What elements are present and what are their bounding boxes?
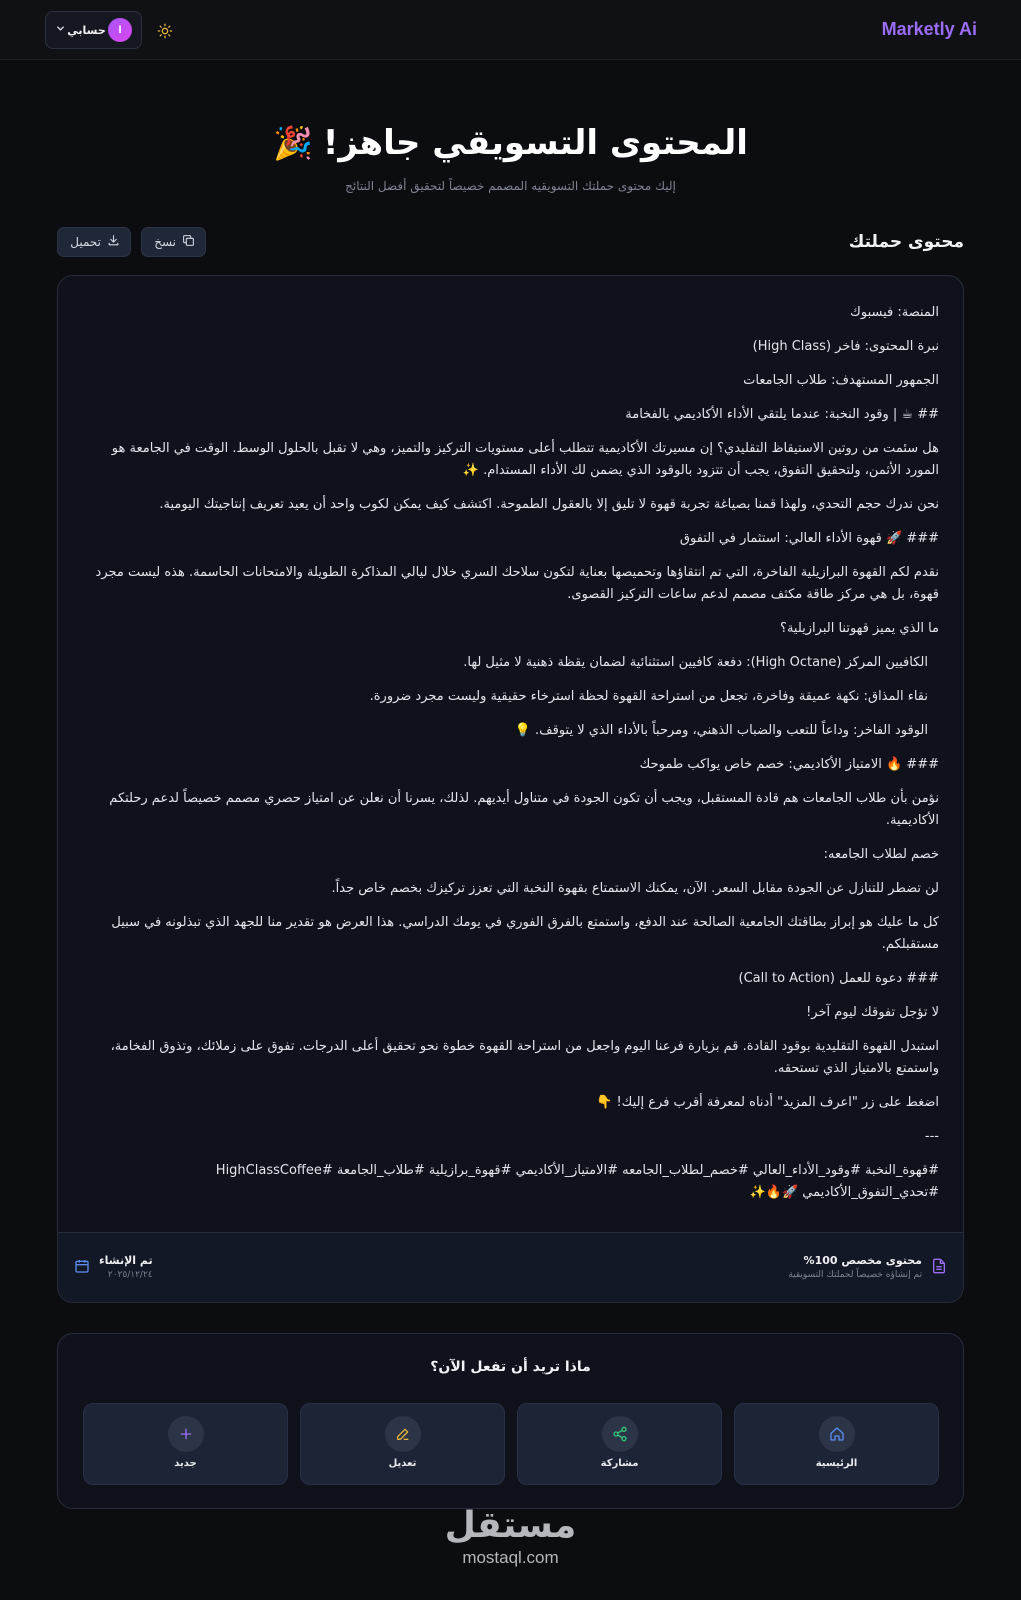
- share-icon: [602, 1416, 638, 1452]
- home-button[interactable]: [734, 1403, 939, 1485]
- content-paragraph: لن تضطر للتنازل عن الجودة مقابل السعر. الآن، يمكنك الاستمتاع بقهوة النخبة التي تعزز تركيزك بخصم خاص جداً.: [331, 881, 939, 896]
- content-line: نبرة المحتوى: فاخر (High Class): [752, 339, 939, 354]
- created-date: ٢٠٢٥/١٢/٢٤: [107, 1270, 153, 1280]
- home-icon: [819, 1416, 855, 1452]
- campaign-content-card: [57, 275, 964, 1303]
- content-divider: ---: [924, 1129, 939, 1144]
- content-paragraph: نقدم لكم القهوة البرازيلية الفاخرة، التي تم انتقاؤها وتحميصها بعناية لتكون سلاحك السري خلال ليالي المذاكرة الطويلة والامتحانات الحاسمة. هذه ليست مجرد قهوة، بل هي مركز طاقة مكثف مصمم لدعم ساعات التركيز القصوى.: [95, 565, 939, 602]
- download-button[interactable]: [57, 227, 131, 257]
- content-paragraph: استبدل القهوة التقليدية بوقود القادة. قم بزيارة فرعنا اليوم واجعل من استراحة القهوة خطوة نحو تحقيق أعلى الدرجات. تفوق على زملائك، وتذوق الفخامة، واستمتع بالامتياز الذي تستحقه.: [110, 1039, 939, 1076]
- content-heading: ### 🚀 قهوة الأداء العالي: استثمار في التفوق: [679, 531, 939, 546]
- new-button[interactable]: [83, 1403, 288, 1485]
- created-date-info: [74, 1253, 153, 1282]
- content-paragraph: هل سئمت من روتين الاستيقاظ التقليدي؟ إن مسيرتك الأكاديمية تتطلب أعلى مستويات التركيز والتميز، وهي لا تقبل بالحلول الوسط. الوقت في الجامعة هو المورد الأثمن، ولتحقيق التفوق، يجب أن تتزود بالوقود الذي يضمن لك الأداء المستدام. ✨: [111, 441, 939, 478]
- content-line: اضغط على زر "اعرف المزيد" أدناه لمعرفة أقرب فرع إليك! 👇: [596, 1095, 939, 1110]
- created-title: تم الإنشاء: [99, 1254, 153, 1267]
- copy-icon: [182, 234, 195, 250]
- content-paragraph: كل ما عليك هو إبراز بطاقتك الجامعية الصالحة عند الدفع، واستمتع بالفرق الفوري في يومك الدراسي. هذا العرض هو تقدير منا للجهد الذي تبذلونه في سبيل مستقبلكم.: [111, 915, 939, 952]
- new-label: جديد: [174, 1458, 197, 1469]
- content-line: لا تؤجل تفوقك ليوم آخر!: [806, 1005, 939, 1020]
- account-label: حسابي: [67, 23, 106, 37]
- custom-content-info: [788, 1253, 947, 1282]
- content-list-item: نقاء المذاق: نكهة عميقة وفاخرة، تجعل من استراحة القهوة لحظة استرخاء حقيقية وليست مجرد ضرورة.: [369, 689, 928, 704]
- page-title: [0, 123, 1021, 163]
- content-paragraph: نحن ندرك حجم التحدي، ولهذا قمنا بصياغة تجربة قهوة لا تليق إلا بالعقول الطموحة. اكتشف كيف يمكن لكوب واحد أن يعيد تعريف إنتاجيتك اليومية.: [159, 497, 939, 512]
- next-actions-title: ماذا تريد أن تفعل الآن؟: [430, 1359, 591, 1375]
- watermark-url: mostaql.com: [462, 1548, 559, 1567]
- watermark-logo: مستقل: [444, 1505, 577, 1546]
- calendar-icon: [74, 1258, 90, 1278]
- top-navbar: [0, 0, 1021, 60]
- share-label: مشاركة: [600, 1458, 639, 1469]
- campaign-content-body: [86, 302, 939, 1216]
- content-list-item: الكافيين المركز (High Octane): دفعة كافيين استثنائية لضمان يقظة ذهنية لا مثيل لها.: [463, 655, 928, 670]
- sun-icon[interactable]: [154, 20, 176, 42]
- campaign-content-title: محتوى حملتك: [848, 232, 964, 252]
- content-heading: ### 🔥 الامتياز الأكاديمي: خصم خاص يواكب طموحك: [639, 757, 939, 772]
- content-heading: ### دعوة للعمل (Call to Action): [738, 971, 939, 986]
- content-card-footer: [58, 1232, 963, 1302]
- edit-button[interactable]: [300, 1403, 505, 1485]
- content-line: ما الذي يميز قهوتنا البرازيلية؟: [780, 621, 939, 636]
- custom-content-title: محتوى مخصص 100%: [803, 1254, 922, 1267]
- pencil-icon: [385, 1416, 421, 1452]
- account-menu-button[interactable]: [45, 11, 142, 49]
- document-icon: [931, 1257, 947, 1279]
- edit-label: تعديل: [388, 1458, 417, 1469]
- download-label: تحميل: [70, 235, 101, 249]
- content-line: خصم لطلاب الجامعه:: [823, 847, 939, 862]
- user-avatar: I: [108, 18, 132, 42]
- share-button[interactable]: [517, 1403, 722, 1485]
- next-actions-card: [57, 1333, 964, 1509]
- download-icon: [107, 234, 120, 250]
- copy-button[interactable]: [141, 227, 206, 257]
- custom-content-subtitle: تم إنشاؤه خصيصاً لحملتك التسويقية: [788, 1270, 922, 1280]
- chevron-down-icon: [56, 24, 65, 36]
- home-label: الرئيسية: [815, 1458, 858, 1469]
- content-paragraph: نؤمن بأن طلاب الجامعات هم قادة المستقبل، ويجب أن تكون الجودة في متناول أيديهم. لذلك، يسرنا أن نعلن عن امتياز حصري مصمم خصيصاً لدعم رحلتكم الأكاديمية.: [109, 791, 939, 828]
- plus-icon: [168, 1416, 204, 1452]
- party-popper-icon: 🎉: [273, 124, 313, 162]
- content-line: الجمهور المستهدف: طلاب الجامعات: [743, 373, 939, 388]
- page-title-text: المحتوى التسويقي جاهز!: [322, 123, 748, 163]
- content-hashtags: #قهوة_النخبة #وقود_الأداء_العالي #خصم_لطلاب_الجامعه #الامتياز_الأكاديمي #قهوة_برازيلية #طلاب_الجامعة #HighClassCoffee #تحدي_التفوق_الأكاديمي 🚀🔥✨: [215, 1163, 939, 1200]
- copy-label: نسخ: [154, 235, 176, 249]
- page-subtitle: إليك محتوى حملتك التسويقيه المصمم خصيصاً لتحقيق أفضل النتائج: [345, 179, 676, 193]
- content-heading: ## ☕ | وقود النخبة: عندما يلتقي الأداء الأكاديمي بالفخامة: [625, 407, 939, 422]
- content-list-item: الوقود الفاخر: وداعاً للتعب والضباب الذهني، ومرحباً بالأداء الذي لا يتوقف. 💡: [514, 723, 928, 738]
- content-line: المنصة: فيسبوك: [850, 305, 939, 320]
- brand-logo[interactable]: Marketly Ai: [881, 19, 977, 39]
